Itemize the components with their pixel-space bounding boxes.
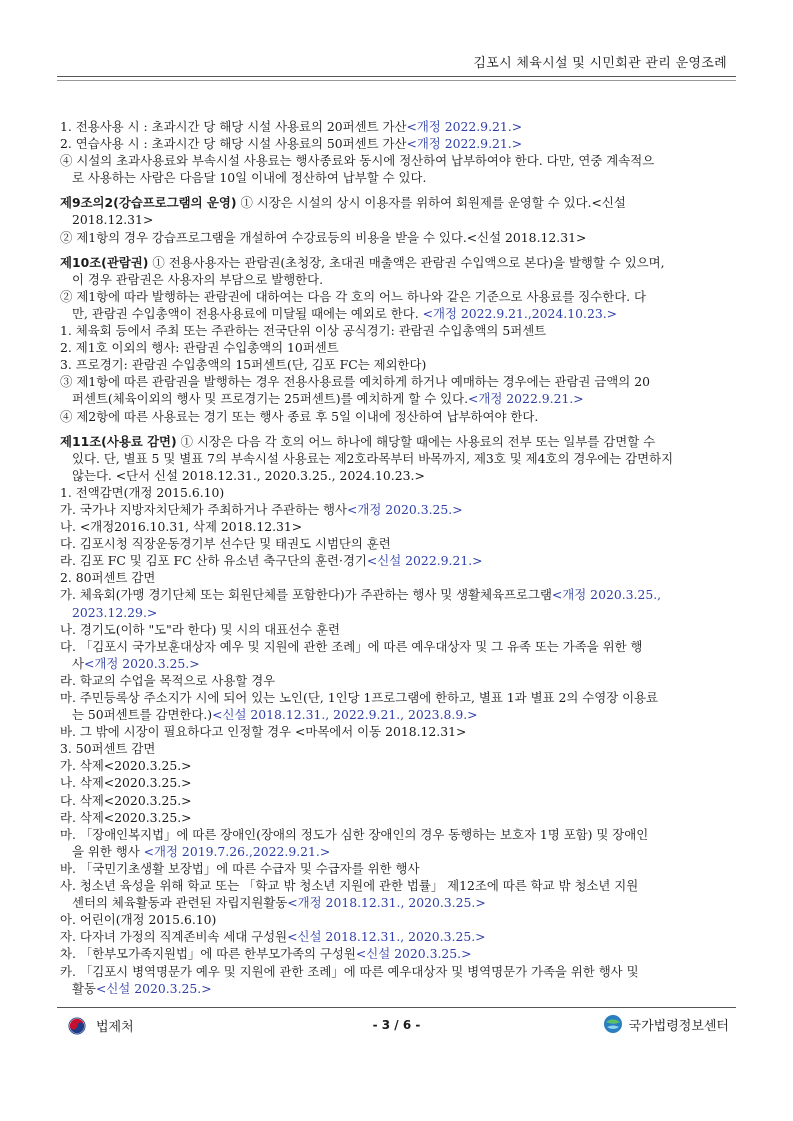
paragraph-gap	[60, 425, 740, 433]
amendment-note: <개정 2022.9.21.>	[406, 119, 523, 134]
text-line	[60, 390, 740, 407]
footer-rule	[57, 1007, 736, 1008]
line-text: 2. 80퍼센트 감면	[60, 570, 156, 586]
text-line	[60, 118, 740, 135]
text-line	[60, 552, 740, 569]
text-line	[60, 271, 740, 288]
text-line	[60, 877, 740, 894]
line-text: 사	[72, 655, 84, 671]
header-rule	[57, 76, 736, 77]
article-line	[60, 254, 740, 271]
article-title: 제10조(관람권)	[60, 254, 149, 270]
line-text: 퍼센트(체육이외의 행사 및 프로경기는 25퍼센트)를 예치하게 할 수 있다.	[72, 391, 469, 407]
text-line	[60, 672, 740, 689]
line-text: 1. 전용사용 시 : 초과시간 당 해당 시설 사용료의 20퍼센트 가산	[60, 119, 407, 134]
text-line	[60, 809, 740, 826]
text-line	[60, 135, 740, 152]
line-text: 바. 그 밖에 시장이 필요하다고 인정할 경우 <마목에서 이동 2018.12.31>	[60, 724, 467, 740]
article-line	[60, 433, 740, 450]
article-title: 제9조의2(강습프로그램의 운영)	[60, 195, 237, 211]
text-line	[60, 408, 740, 425]
line-text: 마. 「장애인복지법」에 따른 장애인(장애의 정도가 심한 장애인의 경우 동행하는 보호자 1명 포함) 및 장애인	[60, 826, 649, 842]
line-text: 3. 50퍼센트 감면	[60, 741, 156, 757]
text-line	[60, 911, 740, 928]
amendment-note: <신설 2020.3.25.>	[95, 980, 212, 996]
line-text: 이 경우 관람권은 사용자의 부담으로 발행한다.	[72, 271, 324, 287]
line-text: 않는다. <단서 신설 2018.12.31., 2020.3.25., 2024.10.23.>	[72, 467, 425, 483]
amendment-note: <개정 2020.3.25.>	[346, 501, 463, 517]
text-line	[60, 945, 740, 962]
text-line	[60, 211, 740, 228]
line-text: 3. 프로경기: 관람권 수입총액의 15퍼센트(단, 김포 FC는 제외한다)	[60, 357, 427, 373]
line-text: ① 시장은 다음 각 호의 어느 하나에 해당할 때에는 사용료의 전부 또는 일부를 감면할 수	[176, 433, 656, 449]
text-line	[60, 757, 740, 774]
text-line	[60, 655, 740, 672]
text-line	[60, 339, 740, 356]
text-line	[60, 826, 740, 843]
line-text: 만, 관람권 수입총액이 전용사용료에 미달될 때에는 예외로 한다.	[72, 305, 423, 321]
line-text: 자. 다자녀 가정의 직계존비속 세대 구성원	[60, 929, 288, 945]
line-text: ④ 제2항에 따른 사용료는 경기 또는 행사 종료 후 5일 이내에 정산하여 납부하여야 한다.	[60, 408, 539, 424]
text-line	[60, 928, 740, 945]
article-title: 제11조(사용료 감면)	[60, 433, 177, 449]
text-line	[60, 774, 740, 791]
line-text: ④ 시설의 초과사용료와 부속시설 사용료는 행사종료와 동시에 정산하여 납부하여야 한다. 다만, 연중 계속적으	[60, 153, 655, 169]
text-line	[60, 373, 740, 390]
footer-left-label: 법제처	[96, 1020, 134, 1035]
text-line	[60, 723, 740, 740]
text-line	[60, 535, 740, 552]
text-line	[60, 322, 740, 339]
text-line	[60, 467, 740, 484]
line-text: 다. 김포시청 직장운동경기부 선수단 및 태권도 시범단의 훈련	[60, 536, 391, 552]
amendment-note: <개정 2019.7.26.,2022.9.21.>	[143, 843, 331, 859]
amendment-note: <신설 2022.9.21.>	[366, 553, 483, 569]
text-line	[60, 860, 740, 877]
text-line	[60, 792, 740, 809]
line-text: 카. 「김포시 병역명문가 예우 및 지원에 관한 조례」에 따른 예우대상자 및 병역명문가 가족을 위한 행사 및	[60, 963, 639, 979]
amendment-note: <개정 2020.3.25.,	[551, 587, 662, 603]
text-line	[60, 604, 740, 621]
text-line	[60, 484, 740, 501]
line-text: 2018.12.31>	[72, 212, 154, 228]
page-header-title: 김포시 체육시설 및 시민회관 관리 운영조례	[473, 56, 727, 71]
line-text: 차. 「한부모가족지원법」에 따른 한부모가족의 구성원	[60, 946, 356, 962]
page-number: - 3 / 6 -	[372, 1018, 421, 1032]
line-text: 2. 연습사용 시 : 초과시간 당 해당 시설 사용료의 50퍼센트 가산	[60, 136, 407, 152]
header-rule-thin	[57, 80, 736, 81]
line-text: 나. 경기도(이하 "도"라 한다) 및 시의 대표선수 훈련	[60, 621, 340, 637]
amendment-note: <개정 2020.3.25.>	[83, 655, 200, 671]
amendment-note: <개정 2018.12.31., 2020.3.25.>	[287, 895, 486, 911]
paragraph-gap	[60, 186, 740, 194]
text-line	[60, 843, 740, 860]
text-line	[60, 569, 740, 586]
line-text: 아. 어린이(개정 2015.6.10)	[60, 912, 217, 928]
text-line	[60, 518, 740, 535]
line-text: 는 50퍼센트를 감면한다.)	[72, 707, 213, 723]
amendment-note: <신설 2018.12.31., 2020.3.25.>	[287, 929, 486, 945]
line-text: ③ 제1항에 따른 관람권을 발행하는 경우 전용사용료를 예치하게 하거나 예매하는 경우에는 관람권 금액의 20	[60, 374, 650, 390]
text-line	[60, 621, 740, 638]
text-line	[60, 689, 740, 706]
footer-right-label: 국가법령정보센터	[628, 1018, 729, 1034]
article-line	[60, 194, 740, 211]
line-text: 1. 체육회 등에서 주최 또는 주관하는 전국단위 이상 공식경기: 관람권 수입총액의 5퍼센트	[60, 323, 547, 339]
text-line	[60, 169, 740, 186]
line-text: 가. 국가나 지방자치단체가 주최하거나 주관하는 행사	[60, 501, 347, 517]
line-text: 있다. 단, 별표 5 및 별표 7의 부속시설 사용료는 제2호라목부터 바목까지, 제3호 및 제4호의 경우에는 감면하지	[72, 450, 674, 466]
text-line	[60, 894, 740, 911]
text-line	[60, 501, 740, 518]
line-text: 가. 체육회(가맹 경기단체 또는 회원단체를 포함한다)가 주관하는 행사 및 생활체육프로그램	[60, 587, 552, 603]
line-text: ① 시장은 시설의 상시 이용자를 위하여 회원제를 운영할 수 있다.<신설	[236, 195, 626, 211]
text-line	[60, 152, 740, 169]
text-line	[60, 638, 740, 655]
text-line	[60, 586, 740, 603]
line-text: 사. 청소년 육성을 위해 학교 또는 「학교 밖 청소년 지원에 관한 법률」 제12조에 따른 학교 밖 청소년 지원	[60, 878, 639, 894]
amendment-note: <개정 2022.9.21.>	[468, 391, 584, 407]
text-line	[60, 706, 740, 723]
line-text: ① 전용사용자는 관람권(초청장, 초대권 매출액은 관람권 수입액으로 본다)을 발행할 수 있으며,	[148, 254, 665, 270]
line-text: ② 제1항에 따라 발행하는 관람권에 대하여는 다음 각 호의 어느 하나와 같은 기준으로 사용료를 징수한다. 다	[60, 288, 647, 304]
line-text: 다. 삭제<2020.3.25.>	[60, 792, 192, 808]
line-text: 가. 삭제<2020.3.25.>	[60, 758, 192, 774]
line-text: 라. 삭제<2020.3.25.>	[60, 809, 192, 825]
text-line	[60, 740, 740, 757]
line-text: 라. 학교의 수업을 목적으로 사용할 경우	[60, 672, 276, 688]
text-line	[60, 963, 740, 980]
text-line	[60, 288, 740, 305]
line-text: 을 위한 행사	[72, 843, 144, 859]
line-text: 나. <개정2016.10.31, 삭제 2018.12.31>	[60, 519, 303, 535]
line-text: ② 제1항의 경우 강습프로그램을 개설하여 수강료등의 비용을 받을 수 있다.<신설 2018.12.31>	[60, 229, 587, 245]
amendment-note: <신설 2020.3.25.>	[355, 946, 472, 962]
text-line	[60, 356, 740, 373]
amendment-note: <개정 2022.9.21.,2024.10.23.>	[422, 305, 618, 321]
line-text: 2. 제1호 이외의 행사: 관람권 수입총액의 10퍼센트	[60, 340, 339, 356]
line-text: 활동	[72, 980, 96, 996]
footer-right	[603, 1014, 729, 1034]
amendment-note: <신설 2018.12.31., 2022.9.21., 2023.8.9.>	[212, 707, 478, 723]
text-line	[60, 450, 740, 467]
line-text: 다. 「김포시 국가보훈대상자 예우 및 지원에 관한 조례」에 따른 예우대상자 및 그 유족 또는 가족을 위한 행	[60, 638, 643, 654]
line-text: 로 사용하는 사람은 다음달 10일 이내에 정산하여 납부할 수 있다.	[72, 170, 427, 186]
line-text: 라. 김포 FC 및 김포 FC 산하 유소년 축구단의 훈련·경기	[60, 553, 367, 569]
text-line	[60, 229, 740, 246]
amendment-note: <개정 2022.9.21.>	[406, 136, 523, 152]
line-text: 1. 전액감면(개정 2015.6.10)	[60, 484, 225, 500]
document-body	[60, 118, 740, 997]
line-text: 마. 주민등록상 주소지가 시에 되어 있는 노인(단, 1인당 1프로그램에 한하고, 별표 1과 별표 2의 수영장 이용료	[60, 690, 659, 705]
text-line	[60, 305, 740, 322]
amendment-note: 2023.12.29.>	[72, 604, 158, 620]
line-text: 바. 「국민기초생활 보장법」에 따른 수급자 및 수급자를 위한 행사	[60, 860, 420, 876]
line-text: 나. 삭제<2020.3.25.>	[60, 775, 192, 791]
line-text: 센터의 체육활동과 관련된 자립지원활동	[72, 895, 288, 911]
globe-logo-icon	[603, 1014, 623, 1034]
paragraph-gap	[60, 246, 740, 254]
text-line	[60, 980, 740, 997]
